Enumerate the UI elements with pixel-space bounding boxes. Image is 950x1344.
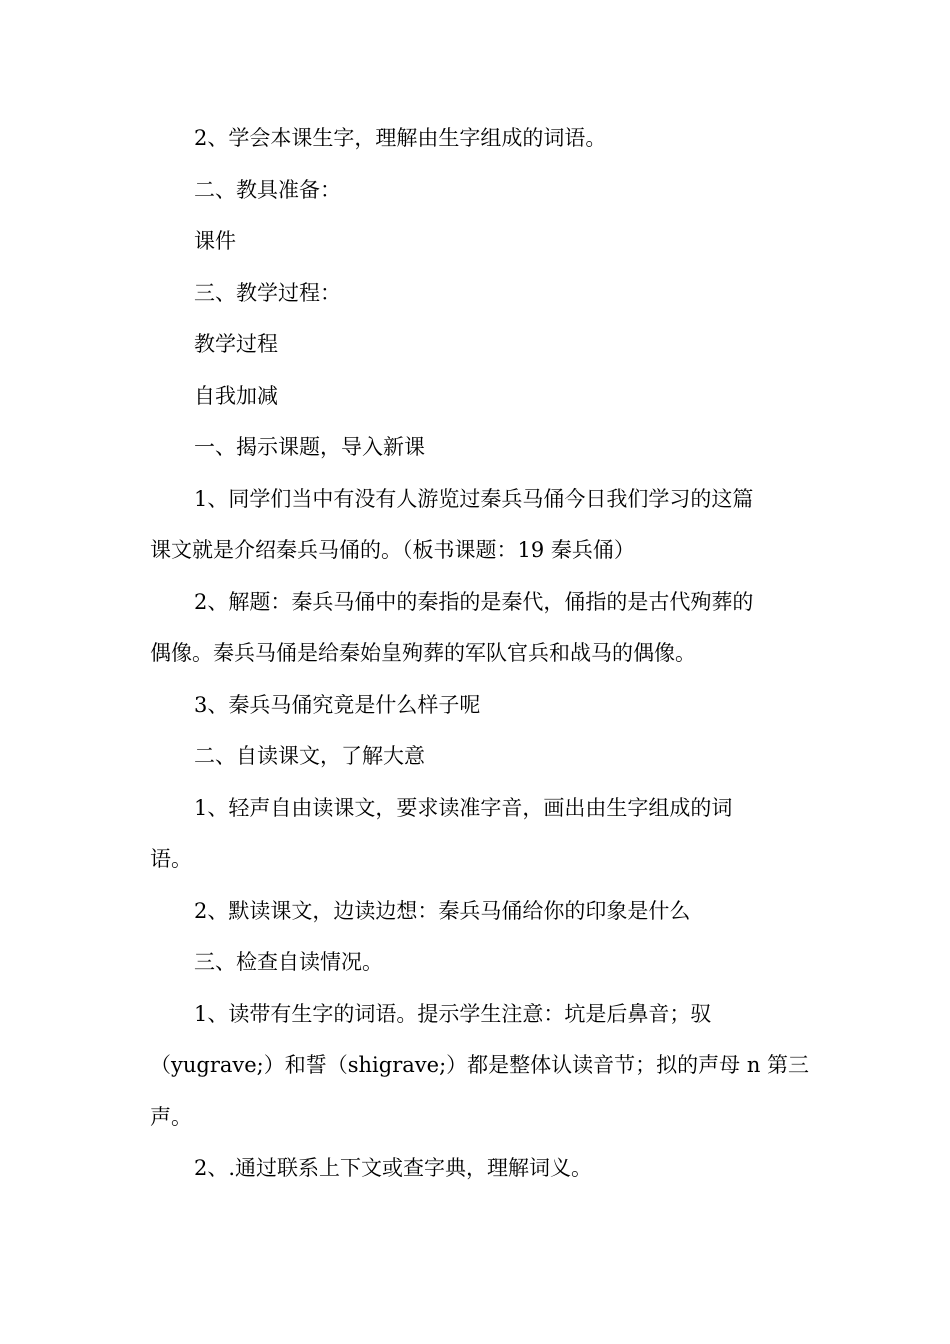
paragraph-read-words-cont: （yugrave;）和誓（shigrave;）都是整体认读音节；拟的声母 n 第三 bbox=[150, 1053, 810, 1077]
paragraph-understand-words: 2、.通过联系上下文或查字典，理解词义。 bbox=[194, 1156, 593, 1180]
paragraph-what-look-like: 3、秦兵马俑究竟是什么样子呢 bbox=[194, 693, 481, 717]
paragraph-teaching-process: 教学过程 bbox=[194, 332, 278, 356]
paragraph-silent-read: 2、默读课文，边读边想：秦兵马俑给你的印象是什么 bbox=[194, 899, 691, 923]
paragraph-read-aloud-cont: 语。 bbox=[150, 847, 192, 871]
paragraph-visit-question-cont: 课文就是介绍秦兵马俑的。（板书课题：19 秦兵俑） bbox=[150, 538, 635, 562]
paragraph-visit-question: 1、同学们当中有没有人游览过秦兵马俑今日我们学习的这篇 bbox=[194, 487, 754, 511]
heading-reveal-topic: 一、揭示课题，导入新课 bbox=[194, 435, 425, 459]
heading-teaching-aids: 二、教具准备： bbox=[194, 178, 341, 202]
paragraph-read-words-end: 声。 bbox=[150, 1105, 192, 1129]
paragraph-explain-title-cont: 偶像。秦兵马俑是给秦始皇殉葬的军队官兵和战马的偶像。 bbox=[150, 641, 696, 665]
paragraph-read-words: 1、读带有生字的词语。提示学生注意：坑是后鼻音；驭 bbox=[194, 1002, 712, 1026]
paragraph-explain-title: 2、解题：秦兵马俑中的秦指的是秦代，俑指的是古代殉葬的 bbox=[194, 590, 754, 614]
heading-self-read: 二、自读课文，了解大意 bbox=[194, 744, 425, 768]
paragraph-read-aloud: 1、轻声自由读课文，要求读准字音，画出由生字组成的词 bbox=[194, 796, 733, 820]
heading-check-reading: 三、检查自读情况。 bbox=[194, 950, 383, 974]
paragraph-courseware: 课件 bbox=[194, 229, 236, 253]
paragraph-self-adjust: 自我加减 bbox=[194, 384, 278, 408]
paragraph-learn-characters: 2、学会本课生字，理解由生字组成的词语。 bbox=[194, 126, 607, 150]
heading-teaching-process: 三、教学过程： bbox=[194, 281, 341, 305]
